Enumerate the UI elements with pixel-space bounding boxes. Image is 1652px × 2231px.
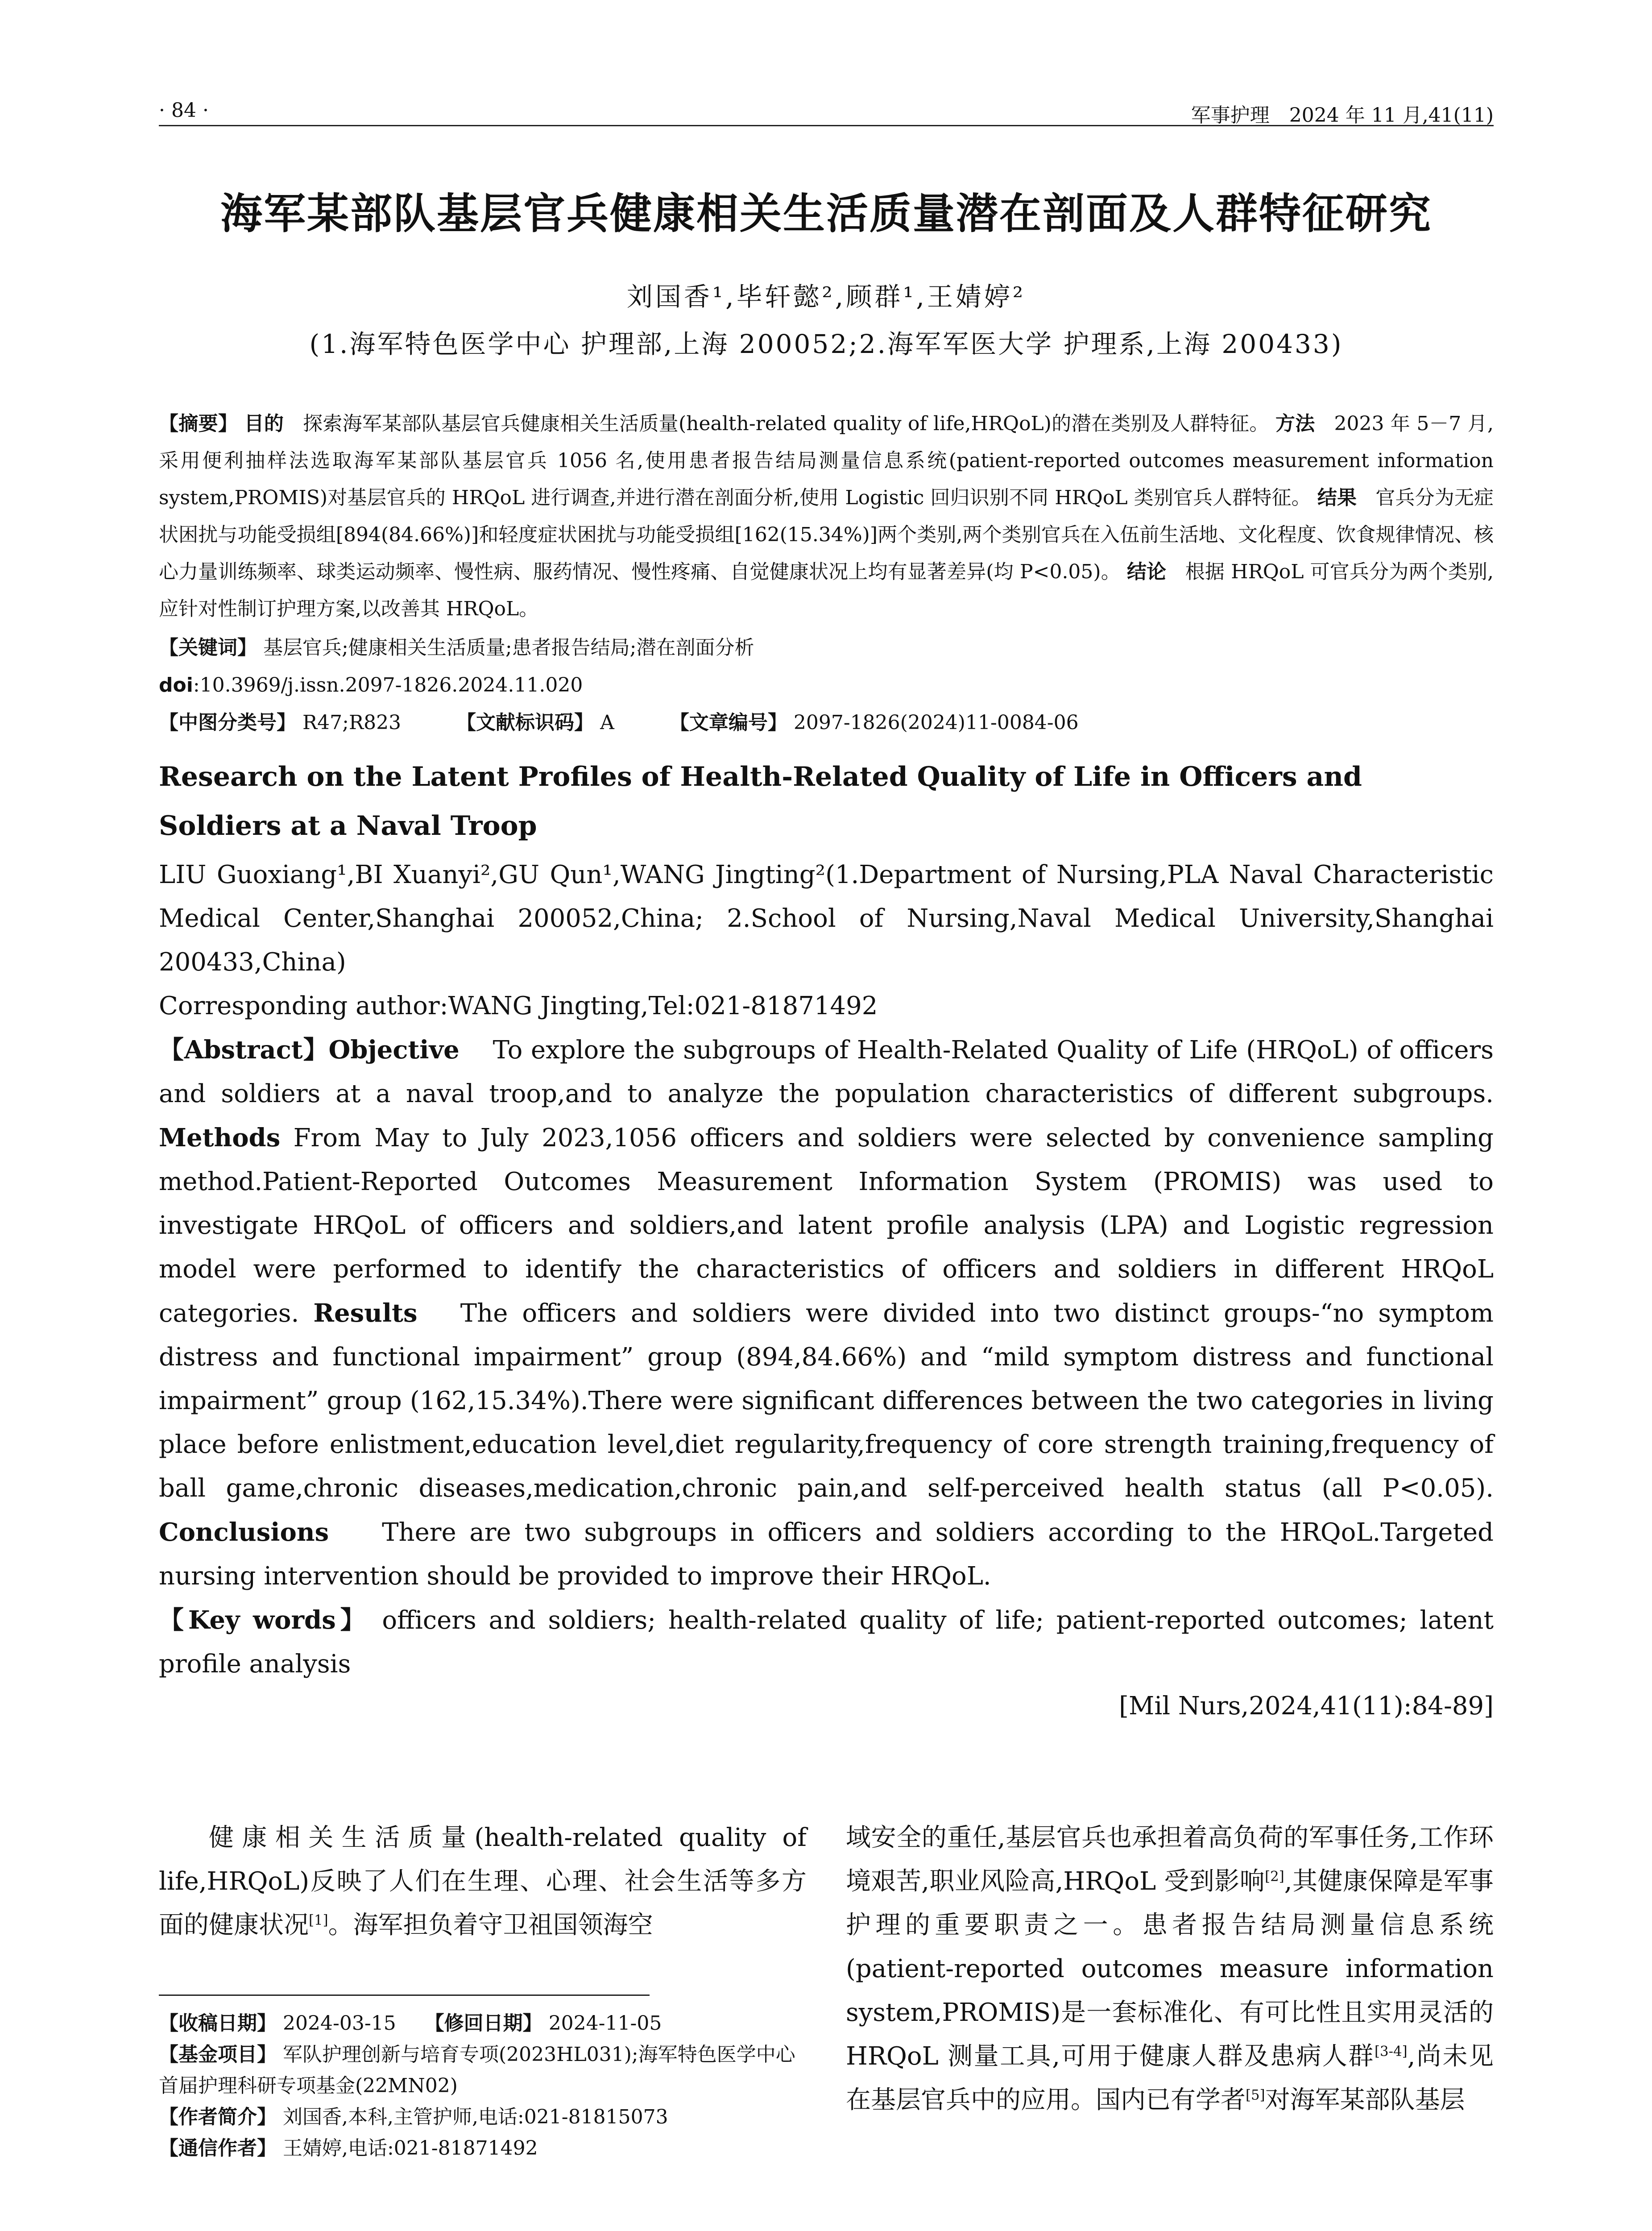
received-date: 2024-03-15 <box>283 2012 396 2035</box>
article-page <box>159 89 1494 1721</box>
chinese-keywords <box>159 631 1494 665</box>
article-title: 海军某部队基层官兵健康相关生活质量潜在剖面及人群特征研究 <box>220 190 1432 238</box>
methods-label: 方法 <box>1275 412 1315 435</box>
article-no-value: 2097-1826(2024)11-0084-06 <box>793 711 1079 734</box>
author-list: 刘国香¹,毕轩懿²,顾群¹,王婧婷² <box>626 282 1026 312</box>
en-objective-label: Objective <box>328 1035 460 1065</box>
fund-text: 军队护理创新与培育专项(2023HL031);海军特色医学中心首届护理科研专项基金(22MN02) <box>159 2043 795 2097</box>
clc-value: R47;R823 <box>302 711 402 734</box>
en-keywords-label: 【Key words】 <box>159 1605 370 1635</box>
revised-date: 2024-11-05 <box>548 2012 662 2035</box>
en-methods-label: Methods <box>159 1123 281 1153</box>
doc-code-label: 【文献标识码】 <box>456 711 594 734</box>
footnote-rule <box>159 1995 650 1996</box>
correspondence-line <box>159 2133 807 2164</box>
reference-5[interactable]: [5] <box>1246 2087 1265 2103</box>
en-keywords-text: officers and soldiers; health-related quality of life; patient-reported outcomes; latent profile analysis <box>159 1606 1494 1679</box>
correspondence-label: 【通信作者】 <box>159 2137 277 2160</box>
received-label: 【收稿日期】 <box>159 2012 277 2035</box>
english-abstract <box>159 1028 1494 1598</box>
author-bio-label: 【作者简介】 <box>159 2106 277 2128</box>
author-bio-line <box>159 2102 807 2133</box>
en-abstract-label: 【Abstract】 <box>159 1035 329 1065</box>
reference-1[interactable]: [1] <box>309 1912 328 1928</box>
keywords-label: 【关键词】 <box>159 636 257 659</box>
running-head <box>159 89 1494 126</box>
keywords-text: 基层官兵;健康相关生活质量;患者报告结局;潜在剖面分析 <box>263 636 754 659</box>
classification-line <box>159 706 1494 740</box>
en-conclusions-text: There are two subgroups in officers and soldiers according to the HRQoL.Targeted nursing intervention should be provided to improve their HRQoL. <box>159 1518 1494 1591</box>
english-title: Research on the Latent Profiles of Health-Related Quality of Life in Officers and Soldiers at a Naval Troop <box>159 761 1362 842</box>
body-right-text-b: ,其健康保障是军事护理的重要职责之一。患者报告结局测量信息系统(patient-reported outcomes measure information system,PROMIS)是一套标准化、有可比性且实用灵活的 HRQoL 测量工具,可用于健康人群及患病人群 <box>846 1867 1494 2071</box>
en-results-label: Results <box>313 1298 418 1328</box>
objective-label: 目的 <box>244 412 284 435</box>
corresponding-author: Corresponding author:WANG Jingting,Tel:021-81871492 <box>159 991 878 1020</box>
conclusions-text: 根据 HRQoL 可官兵分为两个类别,应针对性制订护理方案,以改善其 HRQoL。 <box>159 560 1494 620</box>
body-right-text-a: 域安全的重任,基层官兵也承担着高负荷的军事任务,工作环境艰苦,职业风险高,HRQoL 受到影响 <box>846 1823 1494 1896</box>
doi-line <box>159 668 1494 702</box>
article-no-label: 【文章编号】 <box>669 711 787 734</box>
dates-line <box>159 2008 807 2039</box>
abstract-label: 【摘要】 <box>159 412 238 435</box>
conclusions-label: 结论 <box>1127 560 1167 583</box>
results-text: 官兵分为无症状困扰与功能受损组[894(84.66%)]和轻度症状困扰与功能受损组[162(15.34%)]两个类别,两个类别官兵在入伍前生活地、文化程度、饮食规律情况、核心力量训练频率、球类运动频率、慢性病、服药情况、慢性疼痛、自觉健康状况上均有显著差异(均 P<0.05)。 <box>159 486 1494 583</box>
doc-code-value: A <box>600 711 614 734</box>
doi-label: doi <box>159 674 193 697</box>
en-conclusions-label: Conclusions <box>159 1518 329 1547</box>
revised-label: 【修回日期】 <box>424 2012 542 2035</box>
body-right-text-c: ,尚未见在基层官兵中的应用。国内已有学者 <box>846 2042 1494 2115</box>
en-results-text: The officers and soldiers were divided into two distinct groups-“no symptom distress and functional impairment” group (894,84.66%) and “mild symptom distress and functional impairment” group (162,15.34%).There were significant differences between the two categories in living place before enlistment,education level,diet regularity,frequency of core strength training,frequency of ball game,chronic diseases,medication,chronic pain,and self-perceived health status (all P<0.05). <box>159 1299 1494 1503</box>
english-authors: LIU Guoxiang¹,BI Xuanyi²,GU Qun¹,WANG Jingting²(1.Department of Nursing,PLA Naval Characteristic Medical Center,Shanghai 200052,China; 2.School of Nursing,Naval Medical University,Shanghai 200433,China) <box>159 860 1494 977</box>
journal-issue: 军事护理 2024 年 11 月,41(11) <box>1191 104 1494 127</box>
results-label: 结果 <box>1317 486 1357 509</box>
methods-text: 2023 年 5－7 月,采用便利抽样法选取海军某部队基层官兵 1056 名,使用患者报告结局测量信息系统(patient-reported outcomes measurement information system,PROMIS)对基层官兵的 HRQoL 进行调查,并进行潜在剖面分析,使用 Logistic 回归识别不同 HRQoL 类别官兵人群特征。 <box>159 412 1494 509</box>
body-right-text-d: 对海军某部队基层 <box>1265 2086 1465 2115</box>
citation: [Mil Nurs,2024,41(11):84-89] <box>1119 1692 1494 1721</box>
body-left-column <box>159 1816 807 1947</box>
objective-text: 探索海军某部队基层官兵健康相关生活质量(health-related quality of life,HRQoL)的潜在类别及人群特征。 <box>303 412 1269 435</box>
chinese-abstract <box>159 405 1494 627</box>
reference-2[interactable]: [2] <box>1265 1868 1284 1885</box>
author-bio-text: 刘国香,本科,主管护师,电话:021-81815073 <box>283 2106 668 2128</box>
fund-label: 【基金项目】 <box>159 2043 277 2066</box>
body-left-text: 健康相关生活质量(health-related quality of life,HRQoL)反映了人们在生理、心理、社会生活等多方面的健康状况 <box>159 1823 807 1940</box>
page-number: · 84 · <box>159 99 209 122</box>
clc-label: 【中图分类号】 <box>159 711 296 734</box>
fund-line <box>159 2039 807 2102</box>
en-methods-text: From May to July 2023,1056 officers and soldiers were selected by convenience sampling method.Patient-Reported Outcomes Measurement Information System (PROMIS) was used to investigate HRQoL of officers and soldiers,and latent profile analysis (LPA) and Logistic regression model were performed to identify the characteristics of officers and soldiers in different HRQoL categories. <box>159 1124 1494 1328</box>
body-right-column <box>846 1816 1494 2122</box>
correspondence-text: 王婧婷,电话:021-81871492 <box>283 2137 538 2160</box>
english-keywords <box>159 1598 1494 1686</box>
body-left-text-cont: 。海军担负着守卫祖国领海空 <box>328 1911 653 1940</box>
doi-value[interactable]: :10.3969/j.issn.2097-1826.2024.11.020 <box>193 674 583 697</box>
footnotes <box>159 2008 807 2164</box>
reference-3-4[interactable]: [3-4] <box>1374 2043 1408 2060</box>
en-objective-text: To explore the subgroups of Health-Related Quality of Life (HRQoL) of officers and soldiers at a naval troop,and to analyze the population characteristics of different subgroups. <box>159 1036 1494 1108</box>
affiliations: (1.海军特色医学中心 护理部,上海 200052;2.海军军医大学 护理系,上海 200433) <box>309 329 1343 359</box>
